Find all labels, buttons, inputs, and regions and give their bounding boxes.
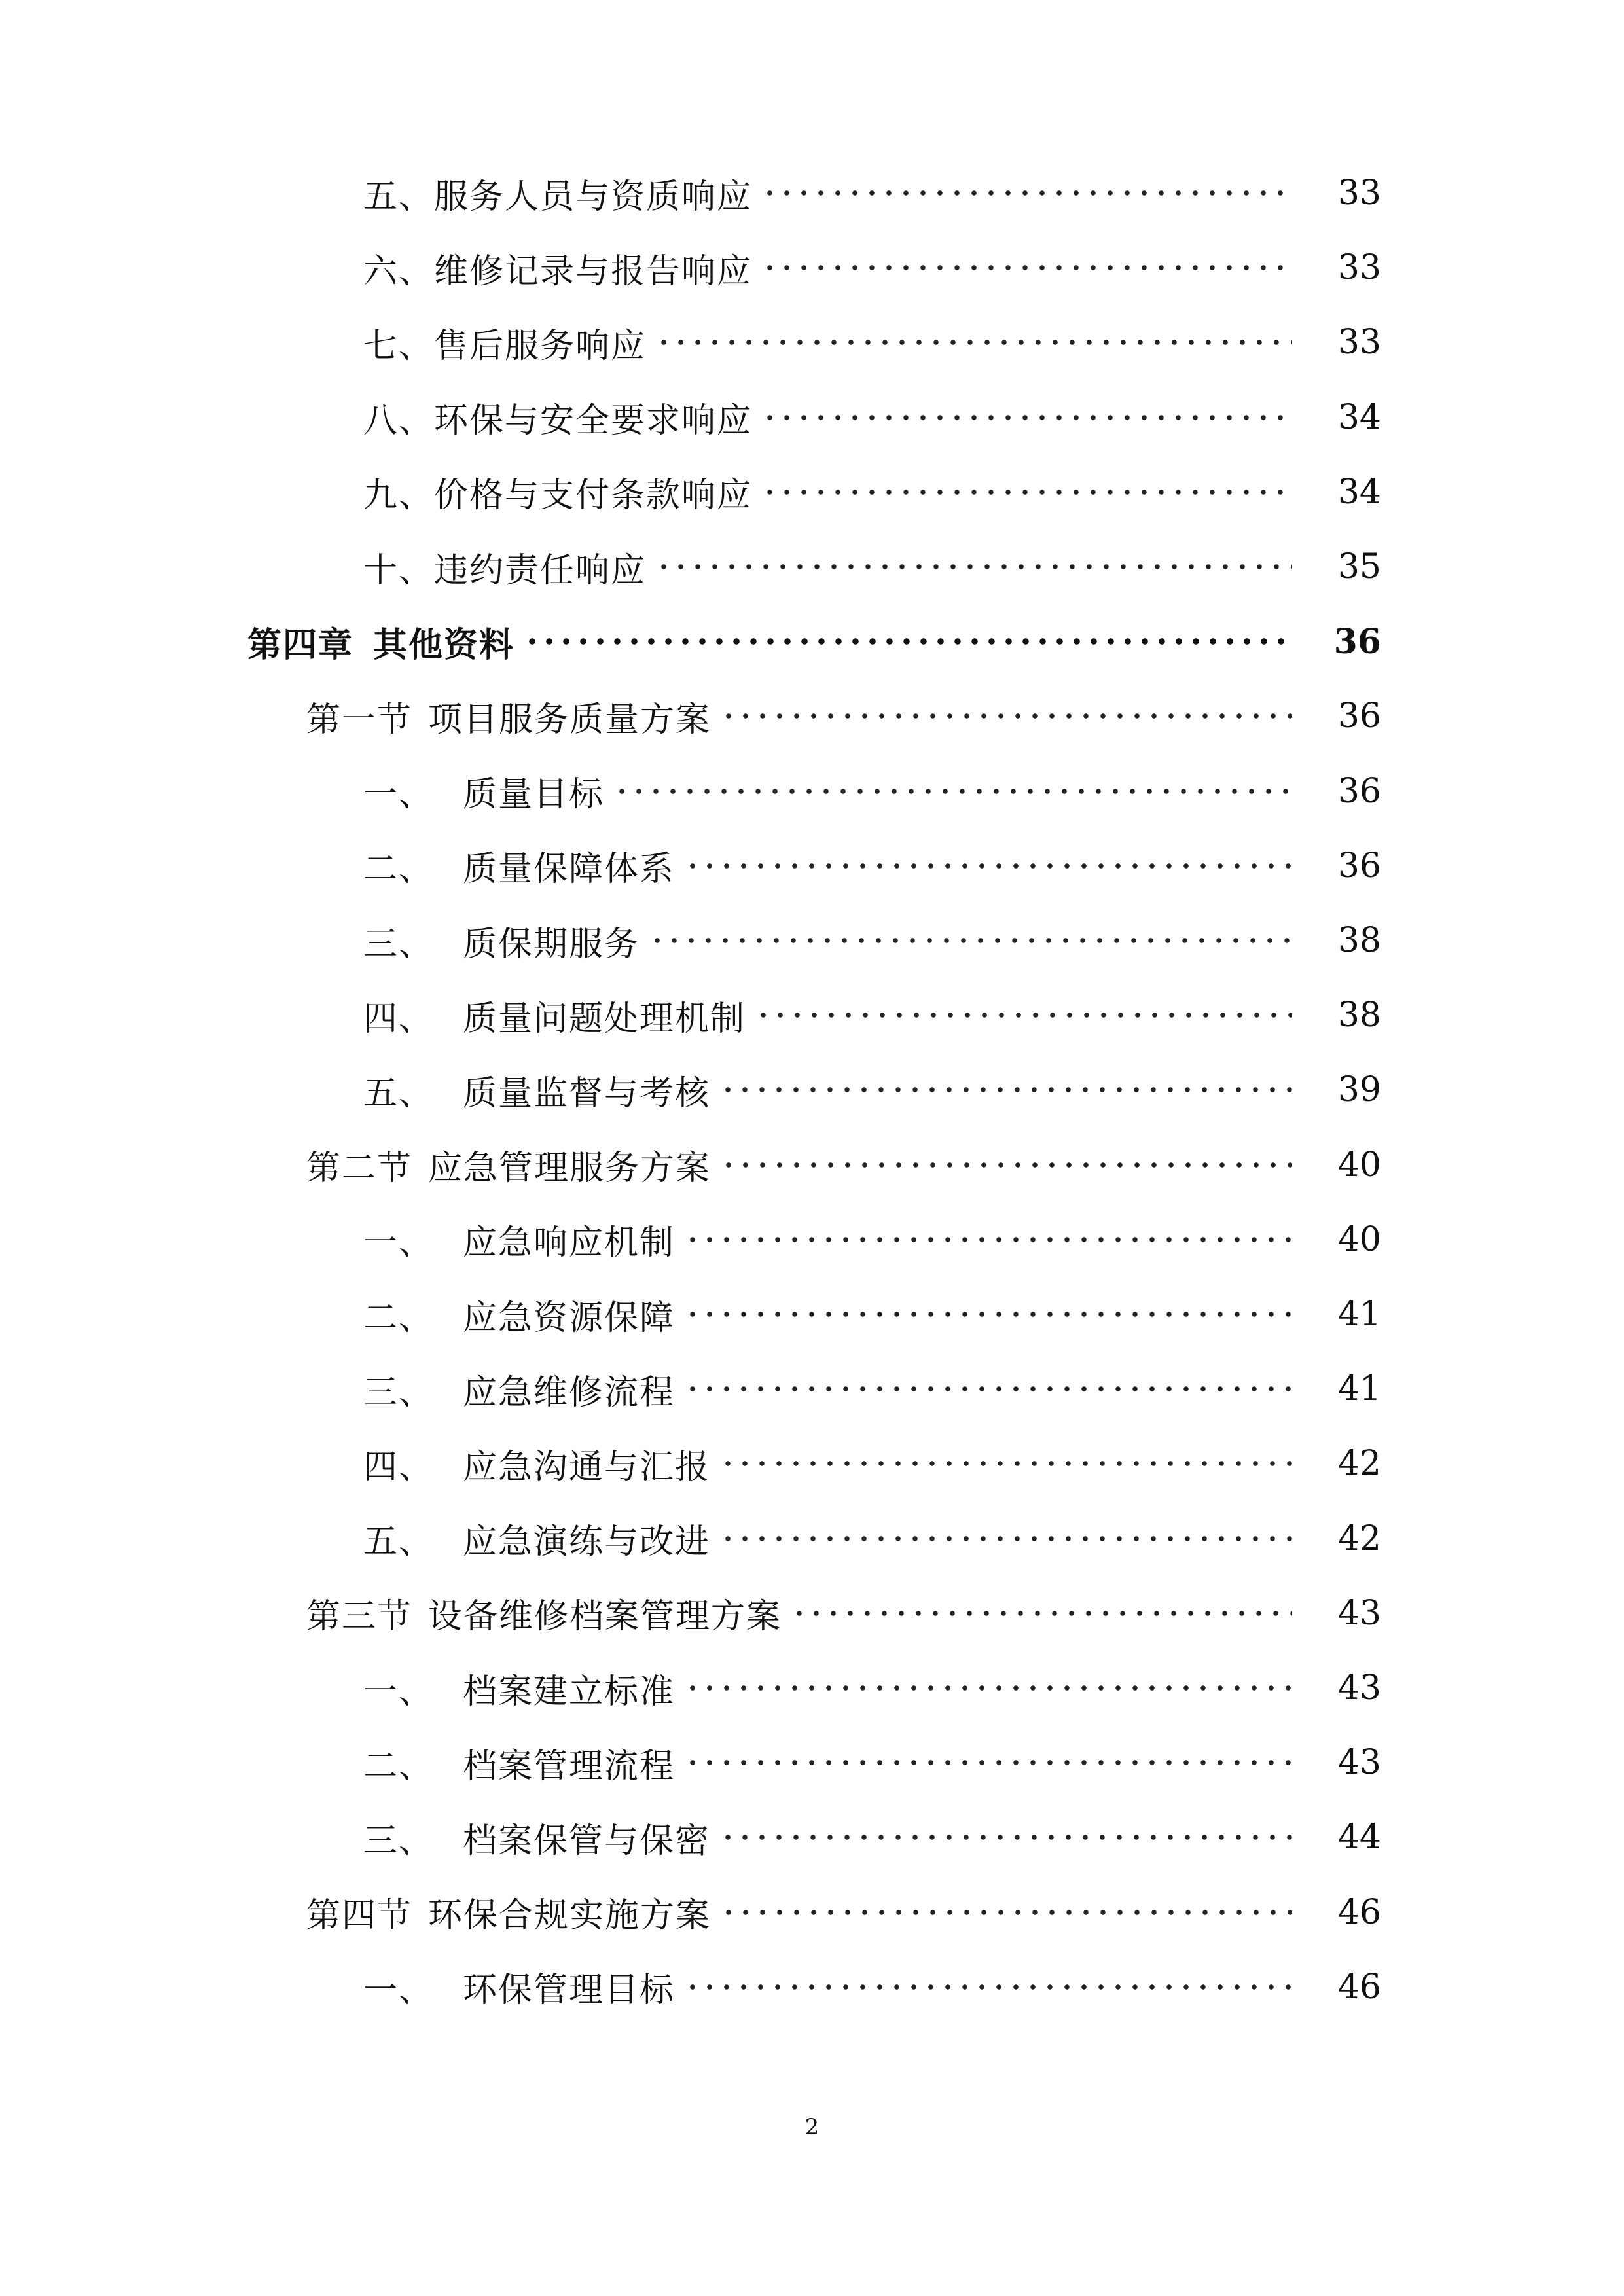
- toc-entry-number: 五、: [363, 177, 435, 217]
- toc-entry-text: 质量目标: [463, 775, 605, 815]
- toc-entry-page: 35: [1337, 547, 1381, 586]
- toc-entry-text: 质保期服务: [463, 924, 640, 964]
- toc-entry-page: 43: [1337, 1668, 1381, 1708]
- toc-entry-title: [306, 1888, 711, 1937]
- toc-entry-number: 第一节: [306, 700, 413, 740]
- toc-entry-number: 五、: [363, 1073, 435, 1113]
- toc-entry-number: 四、: [363, 1447, 435, 1487]
- toc-entry[interactable]: [0, 911, 1381, 970]
- toc-entry-number: 一、: [363, 775, 435, 815]
- toc-entry[interactable]: [0, 1285, 1381, 1344]
- toc-entry[interactable]: [0, 986, 1381, 1045]
- toc-dot-leader: [649, 911, 1292, 970]
- toc-entry-number: 一、: [363, 1672, 435, 1712]
- toc-entry-number: 二、: [363, 850, 435, 889]
- toc-entry-number: 三、: [363, 924, 435, 964]
- toc-dot-leader: [684, 1285, 1292, 1344]
- toc-entry-text: 设备维修档案管理方案: [428, 1597, 782, 1637]
- toc-entry-text: 应急响应机制: [463, 1223, 676, 1263]
- toc-dot-leader: [719, 1434, 1292, 1493]
- toc-dot-leader: [524, 612, 1292, 671]
- toc-entry-title: [363, 543, 646, 592]
- toc-entry[interactable]: [0, 1883, 1381, 1942]
- toc-entry-title: [363, 243, 752, 293]
- toc-dot-leader: [761, 388, 1292, 447]
- toc-entry[interactable]: [0, 1509, 1381, 1568]
- toc-entry-text: 应急资源保障: [463, 1298, 676, 1338]
- toc-entry-title: [363, 1813, 710, 1862]
- toc-entry[interactable]: [0, 687, 1381, 745]
- toc-dot-leader: [684, 1733, 1292, 1792]
- toc-entry[interactable]: [0, 1359, 1381, 1418]
- toc-entry-text: 违约责任响应: [434, 550, 647, 590]
- toc-entry-page: 43: [1337, 1593, 1381, 1633]
- toc-entry-title: [363, 1962, 675, 2011]
- toc-entry-text: 应急管理服务方案: [428, 1149, 712, 1189]
- toc-dot-leader: [755, 986, 1292, 1045]
- toc-entry[interactable]: [0, 238, 1381, 297]
- toc-entry-title: [363, 991, 746, 1040]
- toc-entry[interactable]: [0, 1584, 1381, 1643]
- toc-entry-page: 46: [1337, 1892, 1381, 1932]
- toc-entry-text: 档案建立标准: [463, 1672, 676, 1712]
- toc-dot-leader: [684, 1958, 1292, 2017]
- toc-entry-text: 质量保障体系: [463, 850, 676, 889]
- toc-entry-number: 一、: [363, 1971, 435, 2011]
- toc-dot-leader: [684, 1210, 1292, 1269]
- toc-entry-number: 第四节: [306, 1896, 413, 1936]
- toc-entry-page: 34: [1337, 472, 1381, 512]
- toc-entry-page: 40: [1337, 1219, 1381, 1259]
- toc-entry-number: 十、: [363, 550, 435, 590]
- toc-entry-page: 42: [1337, 1444, 1381, 1484]
- toc-dot-leader: [684, 1359, 1292, 1418]
- toc-entry[interactable]: [0, 1958, 1381, 2017]
- toc-entry[interactable]: [0, 612, 1381, 671]
- toc-entry-number: 三、: [363, 1821, 435, 1861]
- toc-entry-title: [363, 318, 646, 367]
- toc-entry-page: 46: [1337, 1967, 1381, 2007]
- toc-entry-page: 41: [1337, 1295, 1381, 1334]
- toc-entry-page: 38: [1337, 996, 1381, 1035]
- toc-entry-page: 36: [1333, 621, 1381, 662]
- toc-dot-leader: [719, 1808, 1292, 1867]
- toc-entry[interactable]: [0, 1136, 1381, 1194]
- toc-entry-text: 环保合规实施方案: [428, 1896, 712, 1936]
- toc-entry-text: 项目服务质量方案: [428, 700, 712, 740]
- toc-entry-text: 质量监督与考核: [463, 1073, 711, 1113]
- toc-entry-number: 第三节: [306, 1597, 413, 1637]
- toc-dot-leader: [720, 1136, 1292, 1194]
- toc-entry-page: 36: [1337, 846, 1381, 886]
- toc-entry-text: 售后服务响应: [434, 326, 647, 366]
- toc-entry-page: 34: [1337, 397, 1381, 437]
- toc-entry-title: [363, 766, 604, 816]
- toc-entry-title: [363, 1738, 675, 1787]
- toc-dot-leader: [761, 463, 1292, 522]
- toc-entry[interactable]: [0, 1060, 1381, 1119]
- toc-dot-leader: [720, 1883, 1292, 1942]
- toc-entry-text: 环保管理目标: [463, 1971, 676, 2011]
- toc-entry-title: [363, 467, 752, 516]
- toc-entry-title: [363, 841, 675, 890]
- toc-entry-title: [363, 1514, 710, 1563]
- toc-entry-page: 39: [1337, 1070, 1381, 1110]
- toc-entry-text: 应急演练与改进: [463, 1522, 711, 1562]
- toc-entry-title: [363, 1066, 710, 1115]
- toc-entry[interactable]: [0, 388, 1381, 447]
- toc-entry-title: [306, 692, 711, 741]
- toc-entry-title: [247, 617, 514, 666]
- toc-entry-page: 36: [1337, 771, 1381, 811]
- toc-dot-leader: [655, 537, 1292, 596]
- toc-entry-title: [363, 1215, 675, 1264]
- toc-entry[interactable]: [0, 1808, 1381, 1867]
- toc-entry[interactable]: [0, 762, 1381, 821]
- toc-entry-text: 维修记录与报告响应: [434, 251, 753, 291]
- toc-entry-number: 八、: [363, 401, 435, 441]
- toc-entry-number: 九、: [363, 476, 435, 516]
- toc-entry-page: 41: [1337, 1369, 1381, 1409]
- toc-entry-title: [306, 1140, 711, 1189]
- toc-entry-page: 43: [1337, 1743, 1381, 1783]
- toc-entry-text: 环保与安全要求响应: [434, 401, 753, 441]
- toc-dot-leader: [613, 762, 1292, 821]
- toc-entry-title: [363, 393, 752, 442]
- toc-entry-title: [363, 916, 640, 965]
- toc-entry-number: 六、: [363, 251, 435, 291]
- toc-dot-leader: [684, 836, 1292, 895]
- toc-entry-text: 应急沟通与汇报: [463, 1447, 711, 1487]
- toc-entry[interactable]: [0, 1434, 1381, 1493]
- toc-entry-text: 档案管理流程: [463, 1746, 676, 1786]
- toc-entry-number: 二、: [363, 1746, 435, 1786]
- toc-dot-leader: [791, 1584, 1292, 1643]
- toc-entry-number: 七、: [363, 326, 435, 366]
- toc-entry[interactable]: [0, 463, 1381, 522]
- toc-entry-text: 质量问题处理机制: [463, 999, 746, 1039]
- toc-entry-text: 档案保管与保密: [463, 1821, 711, 1861]
- toc-entry-text: 其他资料: [373, 624, 515, 665]
- toc-entry[interactable]: [0, 537, 1381, 596]
- toc-entry-text: 服务人员与资质响应: [434, 177, 753, 217]
- toc-entry-text: 应急维修流程: [463, 1372, 676, 1412]
- toc-entry-title: [363, 1439, 710, 1488]
- toc-entry-page: 33: [1337, 173, 1381, 213]
- toc-entry[interactable]: [0, 836, 1381, 895]
- toc-dot-leader: [720, 687, 1292, 745]
- toc-entry-title: [363, 1365, 675, 1414]
- toc-entry-number: 五、: [363, 1522, 435, 1562]
- toc-dot-leader: [655, 313, 1292, 372]
- toc-entry-number: 四、: [363, 999, 435, 1039]
- toc-dot-leader: [761, 238, 1292, 297]
- toc-entry-text: 价格与支付条款响应: [434, 476, 753, 516]
- toc-dot-leader: [719, 1060, 1292, 1119]
- toc-entry-page: 33: [1337, 323, 1381, 363]
- toc-entry[interactable]: [0, 1210, 1381, 1269]
- toc-entry-page: 33: [1337, 248, 1381, 288]
- toc-dot-leader: [719, 1509, 1292, 1568]
- toc-entry-page: 42: [1337, 1518, 1381, 1558]
- toc-entry-number: 三、: [363, 1372, 435, 1412]
- toc-dot-leader: [761, 164, 1292, 223]
- toc-entry-number: 第二节: [306, 1149, 413, 1189]
- toc-entry-number: 二、: [363, 1298, 435, 1338]
- toc-entry-number: 第四章: [247, 624, 354, 665]
- toc-entry[interactable]: [0, 313, 1381, 372]
- toc-entry-title: [363, 1664, 675, 1713]
- toc-entry-title: [363, 1290, 675, 1339]
- toc-entry-title: [306, 1588, 782, 1638]
- toc-entry-page: 38: [1337, 921, 1381, 960]
- toc-entry-number: 一、: [363, 1223, 435, 1263]
- toc-entry-page: 36: [1337, 696, 1381, 736]
- toc-entry-page: 44: [1337, 1818, 1381, 1857]
- toc-entry-title: [363, 169, 752, 218]
- toc-entry[interactable]: [0, 164, 1381, 223]
- page-number: 2: [804, 2114, 820, 2140]
- toc-entry[interactable]: [0, 1733, 1381, 1792]
- toc-entry[interactable]: [0, 1659, 1381, 1717]
- toc-entry-page: 40: [1337, 1145, 1381, 1185]
- toc-dot-leader: [684, 1659, 1292, 1717]
